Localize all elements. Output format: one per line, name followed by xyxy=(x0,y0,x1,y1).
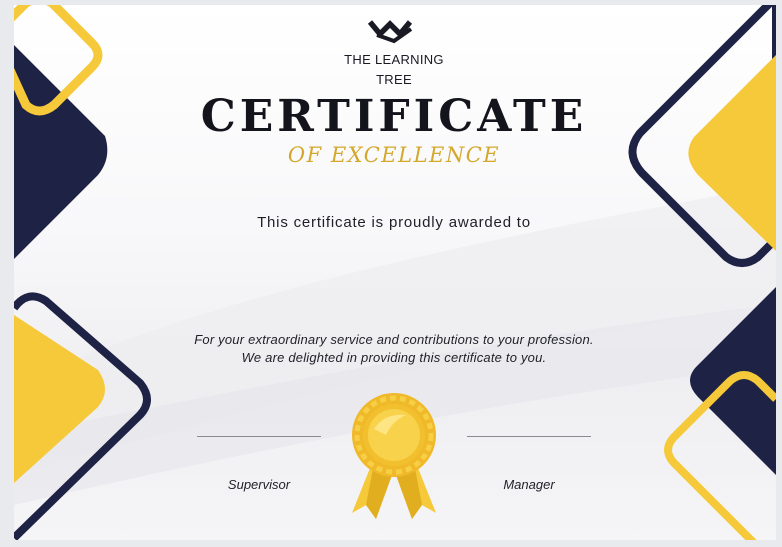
body-text-line2: We are delighted in providing this certificate to you. xyxy=(241,350,547,365)
brand-name-line2: TREE xyxy=(376,72,412,87)
certificate xyxy=(14,5,776,540)
brand-name xyxy=(294,50,494,90)
brand-name-line1: THE LEARNING xyxy=(344,52,444,67)
awarded-text: This certificate is proudly awarded to xyxy=(257,214,531,231)
certificate-subtitle: OF EXCELLENCE xyxy=(287,143,501,167)
manager-label: Manager xyxy=(503,477,555,492)
certificate-title: CERTIFICATE xyxy=(200,91,588,142)
supervisor-label: Supervisor xyxy=(227,477,291,492)
w-chevron-logo-icon xyxy=(370,22,411,41)
signature-line-left xyxy=(197,436,321,437)
signature-line-right xyxy=(467,436,591,437)
body-text-line1: For your extraordinary service and contributions to your profession. xyxy=(194,332,594,347)
award-rosette-icon xyxy=(352,393,436,519)
corner-shape-navy xyxy=(14,45,107,259)
